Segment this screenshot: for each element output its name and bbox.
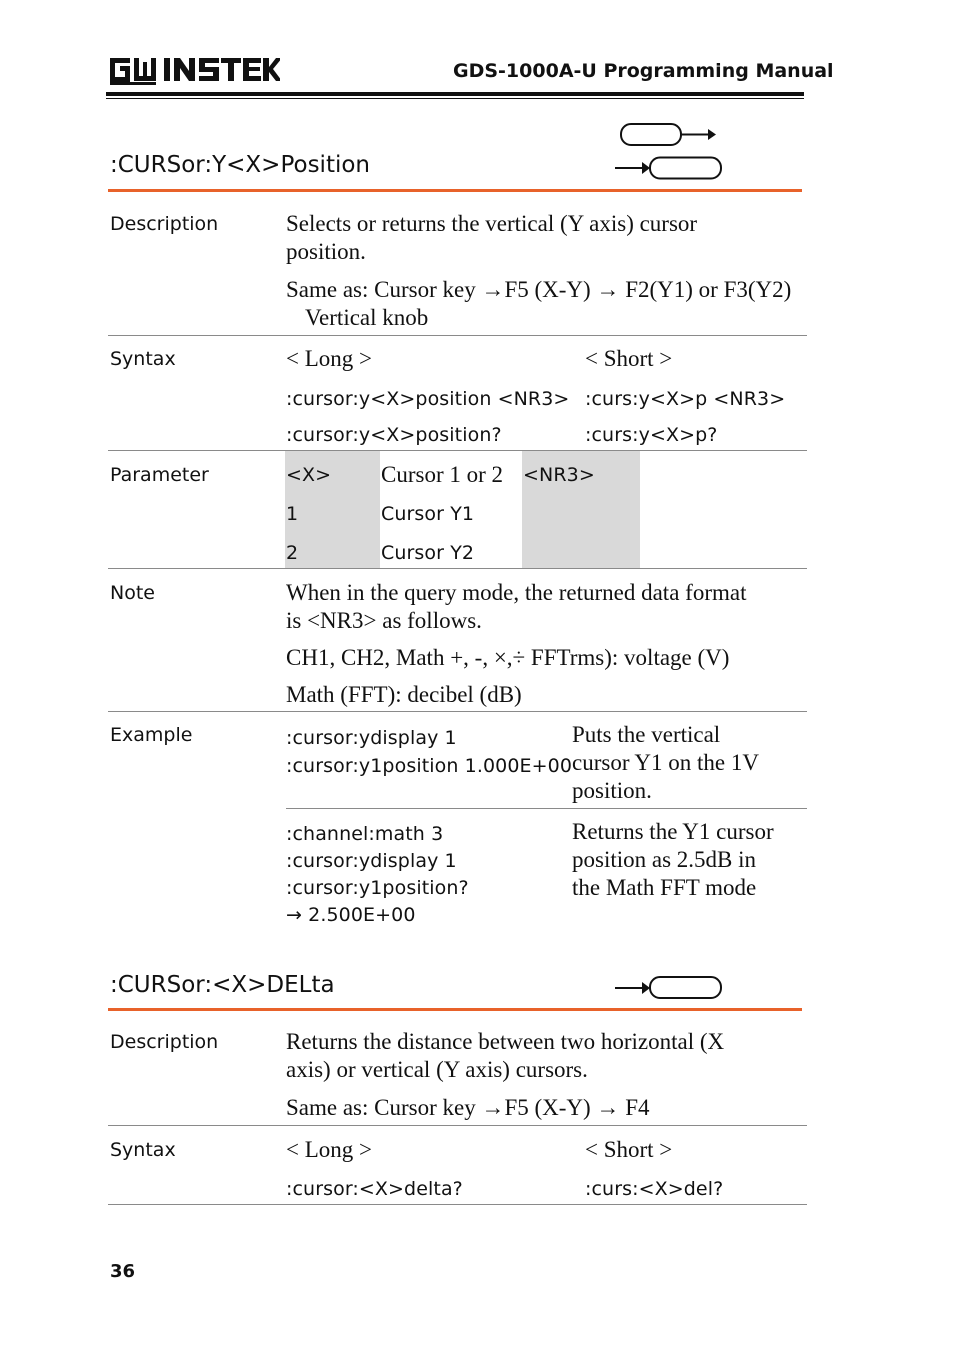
description-label: Description [110,1031,219,1053]
description-line: position. [286,239,366,264]
note-line: Math (FFT): decibel (dB) [286,682,522,707]
row-divider [108,568,807,569]
brand-logo [108,52,280,86]
section-title-cursor-y-position: :CURSor:Y<X>Position [110,152,370,178]
example-divider [286,808,807,809]
description-line: axis) or vertical (Y axis) cursors. [286,1057,588,1082]
syntax-short-query: :curs:y<X>p? [585,424,718,446]
parameter-value: Cursor Y1 [381,503,475,525]
note-line: is <NR3> as follows. [286,608,482,633]
example-code-line: → 2.500E+00 [286,904,416,926]
row-divider [108,1125,807,1126]
parameter-value: Cursor Y2 [381,542,475,564]
note-label: Note [110,582,155,604]
example-desc-line: Returns the Y1 cursor [572,819,774,844]
row-divider [108,450,807,451]
note-line: When in the query mode, the returned data format [286,580,747,605]
section-rule [108,189,802,192]
row-divider [108,1204,807,1205]
set-command-icon [612,120,722,182]
parameter-desc-header: Cursor 1 or 2 [381,462,504,487]
query-command-icon [612,973,722,1001]
parameter-key-header: <X> [286,464,332,486]
example-desc-line: position. [572,778,652,803]
header-rule-thick [106,92,804,96]
description-line: Returns the distance between two horizontal (X [286,1029,725,1054]
example-label: Example [110,724,193,746]
description-line: Same as: Cursor key →F5 (X-Y) → F2(Y1) or F3(Y2) [286,277,792,302]
description-line: Same as: Cursor key →F5 (X-Y) → F4 [286,1095,650,1120]
description-text [286,1028,806,1122]
example-code-line: :cursor:y1position? [286,877,469,899]
syntax-label: Syntax [110,348,176,370]
syntax-short-set: :curs:y<X>p <NR3> [585,388,786,410]
syntax-long-header: < Long > [286,1137,372,1162]
note-line: CH1, CH2, Math +, -, ×,÷ FFTrms): voltage (V) [286,645,730,670]
syntax-short-query: :curs:<X>del? [585,1178,724,1200]
syntax-short-header: < Short > [585,346,673,371]
page-number: 36 [110,1261,136,1282]
note-text [286,579,806,709]
example-1-description [572,721,759,805]
syntax-long-header: < Long > [286,346,372,371]
example-desc-line: cursor Y1 on the 1V [572,750,759,775]
parameter-key: 1 [286,503,299,525]
row-divider [108,335,807,336]
row-divider [108,711,807,712]
parameter-label: Parameter [110,464,209,486]
section-title-cursor-delta: :CURSor:<X>DELta [110,972,335,998]
description-text [286,210,806,332]
example-2-description [572,818,774,902]
example-code-line: :cursor:y1position 1.000E+00 [286,755,573,777]
syntax-long-query: :cursor:y<X>position? [286,424,502,446]
example-2-code [286,821,469,929]
example-code-line: :cursor:ydisplay 1 [286,850,457,872]
set-query-icon [612,120,722,187]
query-icon [612,973,722,1006]
example-code-line: :cursor:ydisplay 1 [286,727,457,749]
gw-instek-logo-icon [108,52,280,86]
manual-title: GDS-1000A-U Programming Manual [453,60,834,82]
description-line: Vertical knob [305,305,429,330]
example-desc-line: the Math FFT mode [572,875,757,900]
example-desc-line: position as 2.5dB in [572,847,757,872]
syntax-label: Syntax [110,1139,176,1161]
section-rule [108,1008,802,1011]
example-1-code [286,724,572,780]
syntax-long-query: :cursor:<X>delta? [286,1178,463,1200]
header-rule-thin [106,98,804,99]
example-desc-line: Puts the vertical [572,722,721,747]
parameter-key: 2 [286,542,299,564]
description-label: Description [110,213,219,235]
parameter-type-header: <NR3> [523,464,595,486]
syntax-short-header: < Short > [585,1137,673,1162]
syntax-long-set: :cursor:y<X>position <NR3> [286,388,570,410]
example-code-line: :channel:math 3 [286,823,444,845]
description-line: Selects or returns the vertical (Y axis) cursor [286,211,698,236]
